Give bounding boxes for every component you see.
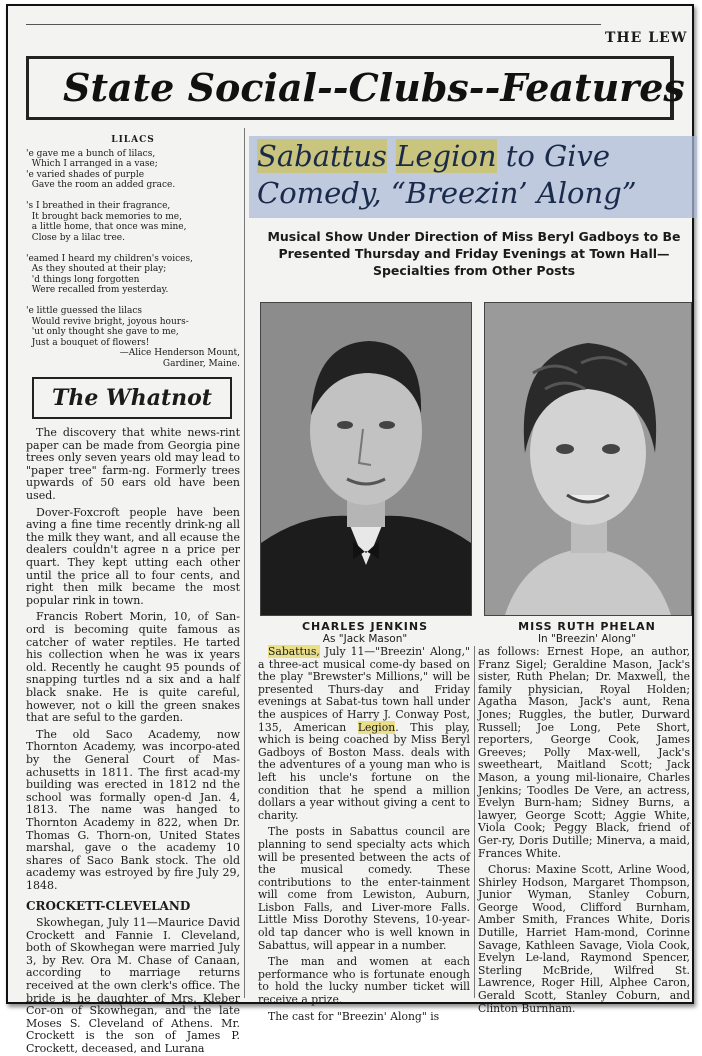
whatnot-heading: The Whatnot (32, 377, 232, 419)
masthead: THE LEW (605, 30, 688, 46)
left-column (26, 130, 240, 1055)
section-title: State Social--Clubs--Features (63, 65, 685, 110)
poem-line: Close by a lilac tree. (26, 232, 125, 243)
portrait-woman-image (485, 303, 691, 615)
poem-line: 'e gave me a bunch of lilacs, (26, 148, 156, 159)
poem-line: a little home, that once was mine, (26, 222, 187, 233)
whatnot-paragraphs (26, 427, 240, 892)
top-rule (26, 24, 601, 25)
chorus-list: Chorus: Maxine Scott, Arline Wood, Shirley Hodson, Margaret Thompson, Junior Wyman, Stanley Coburn, George Wood, Clifford Burnham, Amber Smith, Frances White, Doris Dutille, Harriet Ham-mond, Corinne Savage, Kathleen Savage, Viola Cook, Evelyn Le-land, Raymond Spencer, Sterling McBride, Wilfred St. Lawrence, Roger Hill, Alphee Caron, Gerald Scott, Stanley Coburn, and Clinton Burnham. (478, 863, 690, 1015)
poem-line: 'eamed I heard my children's voices, (26, 253, 193, 264)
poem-line (26, 243, 240, 254)
caption-charles-jenkins: CHARLES JENKINS As "Jack Mason" (301, 620, 429, 645)
whatnot-paragraph: Dover-Foxcroft people have been aving a fine time recently drink-ng all the milk they want, and all ecause the dealers couldn't agree n a price per quart. They kept utting each other until the price all to four cents, and right then milk became the most popular rink in town. (26, 505, 240, 607)
article-column-1 (258, 646, 470, 1027)
poem-attribution: —Alice Henderson Mount, Gardiner, Maine. (119, 348, 240, 369)
article-column-2 (478, 646, 690, 1019)
poem-line: 'd things long forgotten (26, 274, 140, 285)
cast-list: as follows: Ernest Hope, an author, Franz Sigel; Geraldine Mason, Jack's sister, Ruth Phelan; Dr. Maxwell, the family physician, Royal Holden; Agatha Mason, Jack's aunt, Rena Jones; Ruggles, the butler, Durward Russell; Joe Long, Pete Short, reporters, George Cook, James Greeves; Polly Max-well, Jack's sweetheart, Maitland Scott; Jack Mason, a young mil-lionaire, Charles Jenkins; Toodles De Vere, an actress, Evelyn Burn-ham; Sidney Burns, a lawyer, George Scott; Aggie White, Viola Cook; Peggy Black, friend of Ger-ry, Doris Dutille; Minerva, a maid, Frances White. (478, 645, 690, 860)
whatnot-paragraph: The discovery that white news-rint paper can be made from Georgia pine trees only seven years old may lead to "paper tree" farm-ng. Formerly trees upwards of 50 ears old have been used. (26, 426, 240, 503)
page (8, 6, 692, 1055)
poem-title: LILACS (111, 135, 155, 145)
newspaper-clipping (6, 4, 694, 1055)
poem-line: Would revive bright, joyous hours- (26, 316, 189, 327)
section-banner (26, 56, 685, 120)
poem-line: It brought back memories to me, (26, 211, 182, 222)
poem-line: Were recalled from yesterday. (26, 285, 169, 296)
poem-line (26, 191, 240, 202)
crockett-text: Skowhegan, July 11—Maurice David Crockett and Fannie I. Cleveland, both of Skowhegan were married July 3, by Rev. Ora M. Chase of Canaan, according to marriage returns received at the own clerk's office. The bride is he daughter of Mrs. Kleber Cor-on of Skowhegan, and the late Moses S. Cleveland of Athens. Mr. Crockett is the son of James P. Crockett, deceased, and Lurana (26, 916, 240, 1055)
poem-line: 'e varied shades of purple (26, 169, 145, 180)
portrait-man-image (261, 303, 471, 615)
article-headline: Sabattus Legion to Give Comedy, “Breezin’ Along” (257, 139, 637, 210)
article-column-rule (474, 646, 475, 998)
poem-line: 'e little guessed the lilacs (26, 306, 143, 317)
photo-ruth-phelan (484, 302, 692, 616)
poem-line: 'ut only thought she gave to me, (26, 327, 179, 338)
article-subhead: Musical Show Under Direction of Miss Beryl Gadboys to Be Presented Thursday and Friday Evenings at Town Hall—Specialties from Other Posts (267, 229, 681, 278)
photo-charles-jenkins (260, 302, 472, 616)
headline-word-legion: Legion (396, 139, 497, 173)
article-paragraph-3: The man and women at each performance who is fortunate enough to hold the lucky number ticket will receive a prize. (258, 955, 470, 1007)
column-rule (244, 128, 245, 998)
poem-body (26, 149, 240, 349)
article-paragraph-2: The posts in Sabattus council are planning to send specialty acts which will be presented between the acts of the musical comedy. These contributions to the enter-tainment will come from Lewiston, Auburn, Lisbon Falls, and Liver-more Falls. Little Miss Dorothy Stevens, 10-year-old tap dancer who is well known in Sabattus, will appear in a number. (258, 825, 470, 952)
article-lead: Sabattus, July 11—"Breezin' Along," a three-act musical come-dy based on the play "Brewster's Millions," will be presented Thurs-day and Friday evenings at Sabat-tus town hall under the auspices of Harry J. Conway Post, 135, American Legion. This play, which is being coached by Miss Beryl Gadboys of Boston Mass. deals with the adventures of a young man who is left his uncle's fortune on the condition that he spend a million dollars a year without giving a cent to charity. (258, 645, 470, 822)
headline-line-2: Comedy, “Breezin’ Along” (257, 176, 637, 210)
whatnot-paragraph: The old Saco Academy, now Thornton Academy, was incorpo-ated by the General Court of Mas-achusetts in 1811. The first acad-my building was erected in 1812 nd the school was formally open-d Jan. 4, 1813. The name was hanged to Thornton Academy in 822, when Dr. Thomas G. Thorn-on, United States marshal, gave o the academy 10 shares of Saco Bank stock. The old academy was estroyed by fire July 29, 1848. (26, 727, 240, 892)
article-paragraph-4: The cast for "Breezin' Along" is (268, 1009, 440, 1023)
crockett-heading: CROCKETT-CLEVELAND (26, 899, 191, 914)
whatnot-paragraph: Francis Robert Morin, 10, of San-ord is becoming quite famous as catcher of water reptiles. He tarted his collection when he was ix years old. Recently he caught 95 pounds of snapping turtles nd a six and a half black snake. He is quite careful, however, not o kill the green snakes that are seful to the garden. (26, 610, 240, 725)
poem-line: Which I arranged in a vase; (26, 159, 158, 170)
poem-line: Gave the room an added grace. (26, 180, 176, 191)
poem-line: 's I breathed in their fragrance, (26, 201, 171, 212)
headline-word-sabattus: Sabattus (257, 139, 387, 173)
poem-line (26, 296, 240, 307)
poem-line: Just a bouquet of flowers! (26, 337, 150, 348)
poem-line: As they shouted at their play; (26, 264, 167, 275)
caption-ruth-phelan: MISS RUTH PHELAN In "Breezin' Along" (518, 620, 656, 645)
